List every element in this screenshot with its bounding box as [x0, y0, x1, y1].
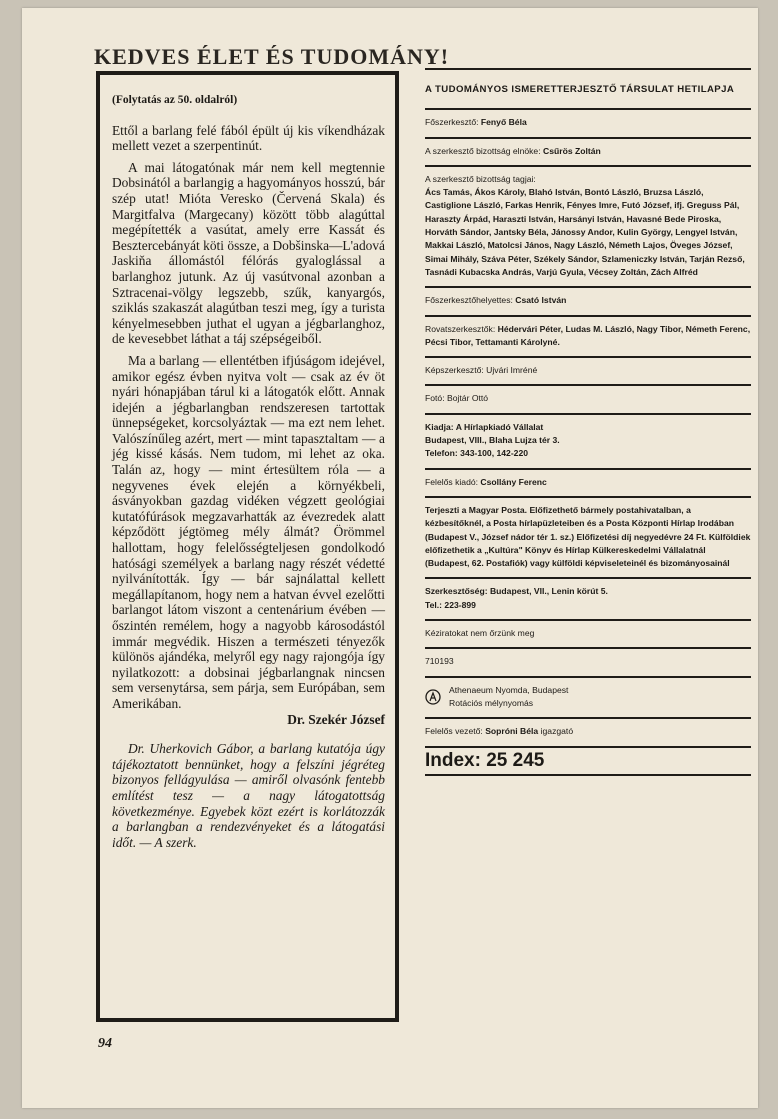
board-chair: Csűrös Zoltán: [543, 145, 601, 156]
printer-head-block: [425, 719, 751, 747]
issuer-phone: Telefon: 343-100, 142-220: [425, 448, 529, 459]
colophon: [425, 68, 751, 776]
printer-row: [425, 684, 751, 711]
photo-block: [425, 386, 751, 414]
editor-in-chief: Fenyő Béla: [480, 117, 527, 128]
board-members: Ács Tamás, Ákos Károly, Blahó István, Bontó László, Bruzsa László, Castiglione László, Farkas Henrik, Fényes Imre, Futó József, ifj. Greguss Pál, Haraszty Árpád, Haraszti István, Harsányi István, Havasné Bede Piroska, Horváth Sándor, Jantsky Béla, Jánossy Andor, Kulin György, Lengyel István, Makkai László, Matolcsi János, Nagy László, Németh Lajos, Öveges József, Simai Mihály, Száva Péter, Székely Sándor, Szlameniczky István, Tarján Rezső, Tasnádi Kubacska András, Varjú Gyula, Vécsey Zoltán, Zách Alfréd: [425, 187, 745, 277]
editor-note: Dr. Uherkovich Gábor, a barlang kutatója úgy tájékoztatott bennünket, hogy a felszíni jégréteg bizonyos fellágyulása — amiről olvasónk fentebb említést tesz — a nagy látogatottság következménye. Egyebek közt ezért is korlátozzák a barlangban a rendezvényeket és a látogatási időt. — A szerk.: [112, 741, 385, 850]
column-editors: Hédervári Péter, Ludas M. László, Nagy Tibor, Németh Ferenc, Pécsi Tibor, Tettamanti Károlyné.: [425, 323, 751, 347]
publisher-block: [425, 68, 751, 110]
board-chair-block: [425, 139, 751, 167]
picture-editor-label: Képszerkesztő:: [425, 365, 484, 376]
deputy-block: [425, 288, 751, 316]
printer-name: Athenaeum Nyomda, Budapest: [449, 684, 569, 695]
code-block: [425, 649, 751, 677]
deputy-label: Főszerkesztőhelyettes:: [425, 295, 513, 306]
editor-in-chief-block: [425, 110, 751, 138]
column-editors-label: Rovatszerkesztők:: [425, 323, 496, 334]
photographer: Bojtár Ottó: [446, 393, 489, 404]
issuer-address: Budapest, VIII., Blaha Lujza tér 3.: [425, 435, 560, 446]
photo-label: Fotó:: [425, 393, 445, 404]
index-number: Index: 25 245: [425, 748, 751, 776]
magazine-page: [22, 8, 758, 1108]
board-members-label: A szerkesztő bizottság tagjai:: [425, 173, 536, 184]
publisher-title: A TUDOMÁNYOS ISMERETTERJESZTŐ TÁRSULAT HETILAPJA: [425, 84, 735, 95]
board-chair-label: A szerkesztő bizottság elnöke:: [425, 145, 541, 156]
manuscripts-note: Kéziratokat nem őrzünk meg: [425, 628, 535, 639]
author-signature: Dr. Szekér József: [287, 711, 385, 727]
continuation-note: (Folytatás az 50. oldalról): [112, 94, 238, 106]
issuer-block: [425, 415, 751, 470]
office-phone: Tel.: 223-899: [425, 599, 476, 610]
column-masthead: KEDVES ÉLET ÉS TUDOMÁNY!: [94, 44, 450, 69]
responsible-publisher: Csollány Ferenc: [480, 476, 547, 487]
editor-in-chief-label: Főszerkesztő:: [425, 117, 479, 128]
deputy: Csató István: [515, 295, 567, 306]
page-number: 94: [98, 1036, 112, 1051]
printer-head: Sopróni Béla: [485, 726, 539, 737]
printer-logo-icon: [425, 689, 441, 705]
responsible-publisher-block: [425, 470, 751, 498]
printer-block: [425, 678, 751, 720]
board-members-block: [425, 167, 751, 288]
printer-method: Rotációs mélynyomás: [449, 697, 534, 708]
printer-head-title: igazgató: [540, 726, 574, 737]
responsible-publisher-label: Felelős kiadó:: [425, 476, 479, 487]
picture-editor: Ujvári Imréné: [486, 365, 538, 376]
office-address: Szerkesztőség: Budapest, VII., Lenin körút 5.: [425, 586, 608, 597]
issuer: Kiadja: A Hírlapkiadó Vállalat: [425, 421, 544, 432]
issue-code: 710193: [425, 656, 454, 667]
picture-editor-block: [425, 358, 751, 386]
article-paragraph: Ma a barlang — ellentétben ifjúságom idejével, amikor egész évben nyitva volt — csak az év öt nyári hónapjában tárul ki a látogatók előtt. Annak idején a jégbarlangban rendszeresen tartottak ünnepségeket, korcsolyáztak — ma ezt nem lehet. Valószínűleg azért, mert — mint tapasztaltam — a jég kissé kásás. Nem tudom, mi lehet az oka. Talán az, hogy — mint értesültem róla — a negyvenes évek elején a környékbeli, ásványokban gazdag vidéken végzett geológiai kutatófúrások megzavarhatták az évezredek alatt képződött jégtömeg mély álmát? Örömmel hallottam, hogy felelősségteljesen gondolkodó hatósági személyek a barlang nagy részét védetté nyilvánították. Így — bár sajnálattal kellett megállapítanom, hogy nem a hatvan évvel ezelőtti barlangot látom viszont a centenárium évében — őszintén remélem, hogy a nagyobb károsodástól immár megvédik. Hiszen a természeti tényezők különös ajándéka, melyről egy nagy rajongója így nyilatkozott: a dobsinai jégbarlangnak nincsen sem versenytársa, sem párja, sem Európában, sem Amerikában.: [112, 352, 385, 711]
article-paragraph: A mai látogatónak már nem kell megtennie Dobsinától a barlangig a hagyományos hosszú, bár szép utat! Mióta Veresko (Červená Skala) és Margitfalva (Margecany) között több alagúttal megépítették a vasútat, amely erre Kassát és Besztercebányát köti össze, a Dobšinska—L'adová Jaskiňa állomástól félórás gyaloglással a barlanghoz jutunk. Az új vasútvonal azonban a Sztracenai-völgy legszebb, szűk, kanyargós, sziklás szakaszát alagútban teszi meg, így a turista kényelmesebben juthat el ugyan a jégbarlanghoz, de kevesebbet láthat a táj szépségeiből.: [112, 159, 385, 347]
office-block: [425, 579, 751, 621]
printer-head-label: Felelős vezető:: [425, 726, 483, 737]
distribution-text: Terjeszti a Magyar Posta. Előfizethető bármely postahivatalban, a kézbesítőknél, a Posta hírlapüzleteiben és a Posta Központi Hírlap Irodában (Budapest V., József nádor tér 1. sz.) Előfizetési díj negyedévre 24 Ft. Külföldiek előfizethetik a „Kultúra" Könyv és Hírlap Külkereskedelmi Vállalatnál (Budapest, 62. Postafiók) vagy külföldi képviseleteinél és bizományosainál: [425, 504, 751, 569]
manuscripts-block: [425, 621, 751, 649]
column-editors-block: [425, 317, 751, 359]
article-paragraph: Ettől a barlang felé fából épült új kis víkendházak mellett vezet a szerpentinút.: [112, 122, 385, 154]
distribution-block: [425, 498, 751, 579]
letter-article-box: [96, 71, 399, 1022]
